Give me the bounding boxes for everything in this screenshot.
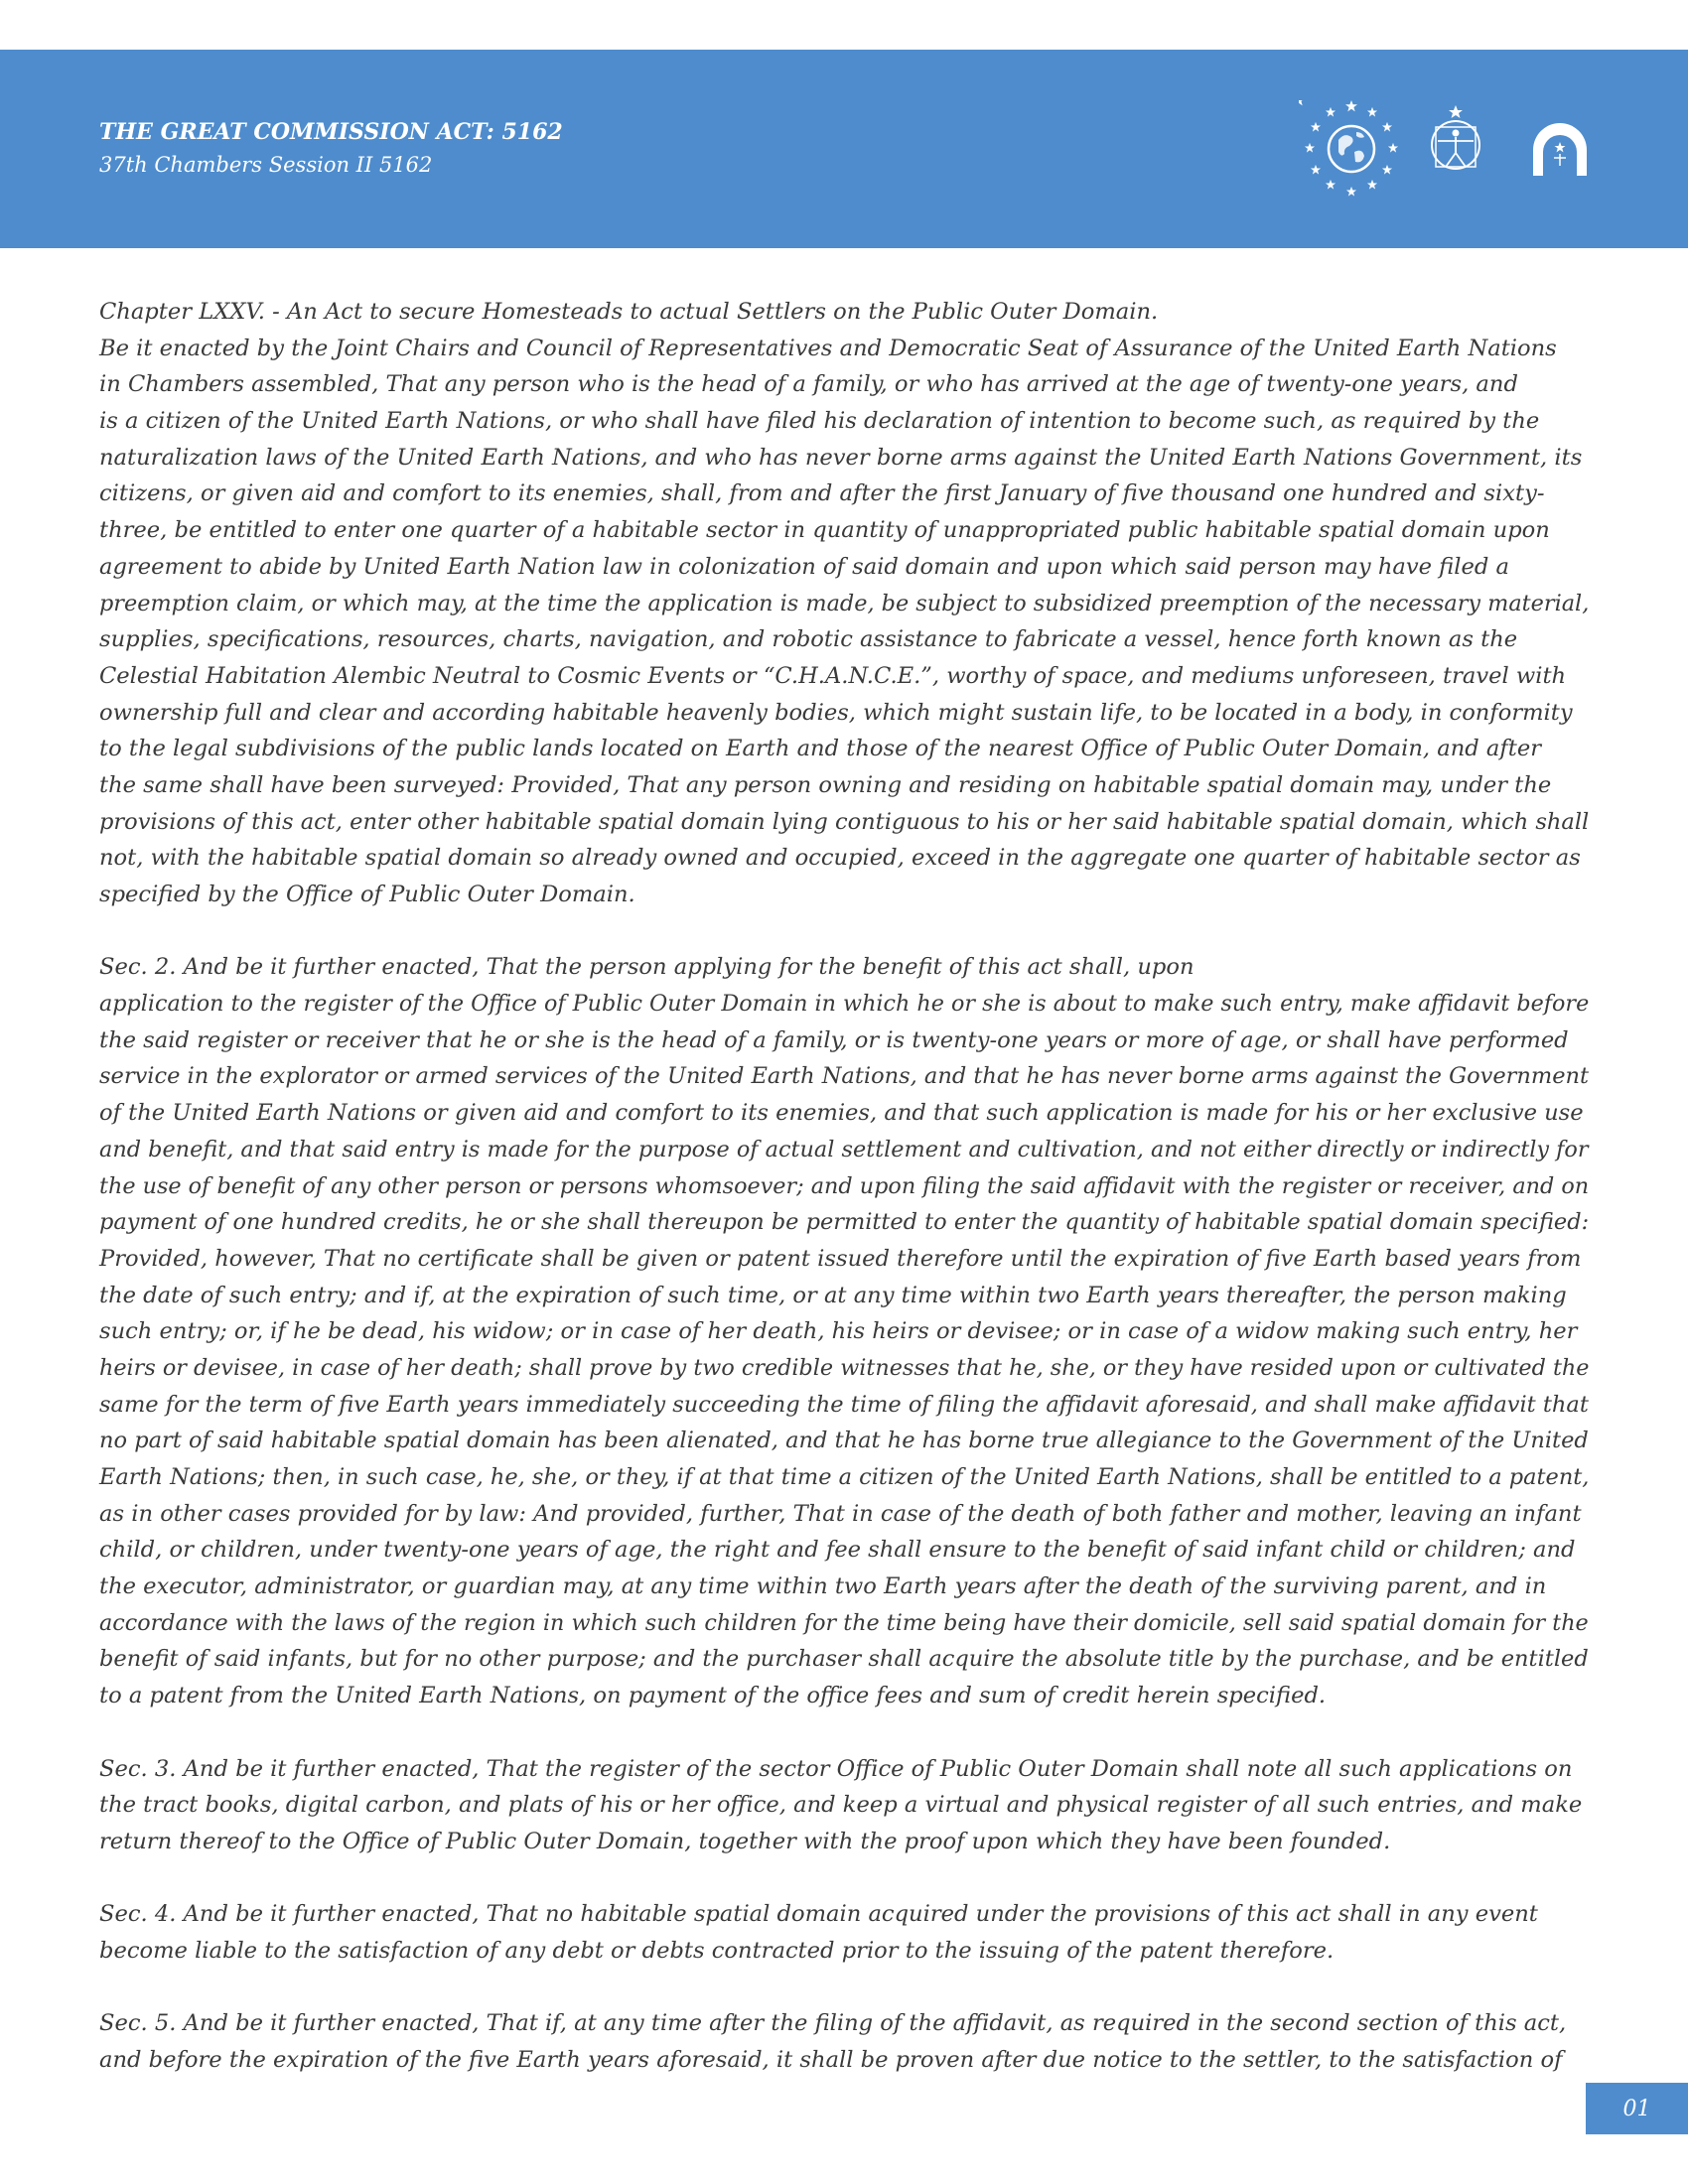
paragraph-chapter	[99, 294, 1589, 913]
text-line: to the legal subdivisions of the public lands located on Earth and those of the nearest Office of Public Outer Domain, and after	[99, 736, 1541, 762]
text-line: and benefit, and that said entry is made for the purpose of actual settlement and cultivation, and not either directly or indirectly for	[99, 1136, 1589, 1162]
paragraph-section-5	[99, 2005, 1589, 2078]
text-line: Sec. 3. And be it further enacted, That the register of the sector Office of Public Outer Domain shall note all such applications on	[99, 1755, 1573, 1782]
text-line: heirs or devisee, in case of her death; shall prove by two credible witnesses that he, she, or they have resided upon or cultivated the	[99, 1354, 1590, 1381]
text-line: the executor, administrator, or guardian may, at any time within two Earth years after the death of the surviving parent, and in	[99, 1573, 1547, 1600]
text-line: naturalization laws of the United Earth Nations, and who has never borne arms against the United Earth Nations Government, its	[99, 444, 1583, 471]
text-line: become liable to the satisfaction of any debt or debts contracted prior to the issuing of the patent therefore.	[99, 1937, 1335, 1964]
text-line: provisions of this act, enter other habitable spatial domain lying contiguous to his or her said habitable spatial domain, which shall	[99, 808, 1590, 835]
text-line: Sec. 4. And be it further enacted, That no habitable spatial domain acquired under the provisions of this act shall in any event	[99, 1901, 1538, 1928]
text-line: agreement to abide by United Earth Nation law in colonization of said domain and upon which said person may have filed a	[99, 553, 1509, 580]
text-line: specified by the Office of Public Outer Domain.	[99, 882, 635, 907]
text-line: the tract books, digital carbon, and plats of his or her office, and keep a virtual and physical register of all such entries, and make	[99, 1792, 1583, 1819]
text-line: return thereof to the Office of Public Outer Domain, together with the proof upon which they have been founded.	[99, 1828, 1391, 1854]
text-line: ownership full and clear and according habitable heavenly bodies, which might sustain life, to be located in a body, in conformity	[99, 699, 1573, 726]
text-line: the use of benefit of any other person or persons whomsoever; and upon filing the said affidavit with the register or receiver, and on	[99, 1172, 1590, 1199]
paragraph-section-4	[99, 1896, 1589, 1969]
text-line: Earth Nations; then, in such case, he, she, or they, if at that time a citizen of the United Earth Nations, shall be entitled to a patent,	[99, 1464, 1590, 1490]
text-line: same for the term of five Earth years immediately succeeding the time of filing the affidavit aforesaid, and shall make affidavit that	[99, 1391, 1589, 1418]
paragraph-section-2	[99, 949, 1589, 1713]
text-line: Sec. 2. And be it further enacted, That the person applying for the benefit of this act shall, upon	[99, 954, 1195, 981]
text-line: and before the expiration of the five Earth years aforesaid, it shall be proven after due notice to the settler, to the satisfaction of	[99, 2047, 1563, 2073]
text-line: Chapter LXXV. - An Act to secure Homesteads to actual Settlers on the Public Outer Domain.	[99, 299, 1159, 325]
act-body	[99, 294, 1589, 2079]
text-line: benefit of said infants, but for no other purpose; and the purchaser shall acquire the absolute title by the purchase, and be entitled	[99, 1646, 1589, 1673]
text-line: supplies, specifications, resources, charts, navigation, and robotic assistance to fabricate a vessel, hence forth known as the	[99, 626, 1518, 653]
text-line: service in the explorator or armed services of the United Earth Nations, and that he has never borne arms against the Government	[99, 1063, 1590, 1090]
document-title: THE GREAT COMMISSION ACT: 5162	[99, 119, 563, 145]
text-line: the said register or receiver that he or she is the head of a family, or is twenty-one years or more of age, or shall have performed	[99, 1026, 1569, 1053]
vitruvian-figure-emblem-icon	[1426, 101, 1485, 181]
text-line: such entry; or, if he be dead, his widow; or in case of her death, his heirs or devisee; or in case of a widow making such entry, her	[99, 1318, 1578, 1345]
text-line: to a patent from the United Earth Nations, on payment of the office fees and sum of credit herein specified.	[99, 1683, 1327, 1709]
text-line: not, with the habitable spatial domain so already owned and occupied, exceed in the aggregate one quarter of habitable sector as	[99, 845, 1581, 872]
text-line: accordance with the laws of the region in which such children for the time being have their domicile, sell said spatial domain for the	[99, 1609, 1589, 1636]
text-line: Celestial Habitation Alembic Neutral to Cosmic Events or “C.H.A.N.C.E.”, worthy of space, and mediums unforeseen, travel with	[99, 662, 1567, 689]
text-line: of the United Earth Nations or given aid and comfort to its enemies, and that such application is made for his or her exclusive use	[99, 1100, 1584, 1127]
text-line: Provided, however, That no certificate shall be given or patent issued therefore until the expiration of five Earth based years from	[99, 1245, 1582, 1272]
text-line: payment of one hundred credits, he or she shall thereupon be permitted to enter the quantity of habitable spatial domain specified:	[99, 1209, 1590, 1236]
paragraph-gap	[99, 1860, 1589, 1897]
paragraph-gap	[99, 1714, 1589, 1751]
arch-figure-emblem-icon	[1527, 120, 1593, 180]
earth-stars-emblem-icon	[1299, 100, 1404, 200]
text-line: is a citizen of the United Earth Nations, or who shall have filed his declaration of intention to become such, as required by the	[99, 408, 1540, 435]
text-line: Be it enacted by the Joint Chairs and Council of Representatives and Democratic Seat of Assurance of the United Earth Nations	[99, 335, 1557, 361]
paragraph-gap	[99, 1970, 1589, 2006]
text-line: three, be entitled to enter one quarter of a habitable sector in quantity of unappropriated public habitable spatial domain upon	[99, 517, 1550, 544]
text-line: no part of said habitable spatial domain has been alienated, and that he has borne true allegiance to the Government of the United	[99, 1428, 1589, 1454]
text-line: application to the register of the Office of Public Outer Domain in which he or she is about to make such entry, make affidavit before	[99, 991, 1590, 1018]
page-number: 01	[1586, 2083, 1688, 2134]
text-line: the same shall have been surveyed: Provided, That any person owning and residing on habitable spatial domain may, under the	[99, 771, 1552, 798]
text-line: Sec. 5. And be it further enacted, That if, at any time after the filing of the affidavit, as required in the second section of this act,	[99, 2010, 1567, 2037]
text-line: preemption claim, or which may, at the time the application is made, be subject to subsidized preemption of the necessary material,	[99, 590, 1590, 616]
paragraph-section-3	[99, 1751, 1589, 1860]
text-line: child, or children, under twenty-one years of age, the right and fee shall ensure to the benefit of said infant child or children; and	[99, 1537, 1576, 1564]
text-line: as in other cases provided for by law: And provided, further, That in case of the death of both father and mother, leaving an infant	[99, 1500, 1582, 1527]
text-line: citizens, or given aid and comfort to its enemies, shall, from and after the first January of five thousand one hundred and sixty-	[99, 480, 1545, 507]
document-subtitle: 37th Chambers Session II 5162	[99, 153, 433, 177]
paragraph-gap	[99, 913, 1589, 950]
text-line: the date of such entry; and if, at the expiration of such time, or at any time within two Earth years thereafter, the person making	[99, 1282, 1567, 1308]
text-line: in Chambers assembled, That any person who is the head of a family, or who has arrived at the age of twenty-one years, and	[99, 371, 1518, 398]
